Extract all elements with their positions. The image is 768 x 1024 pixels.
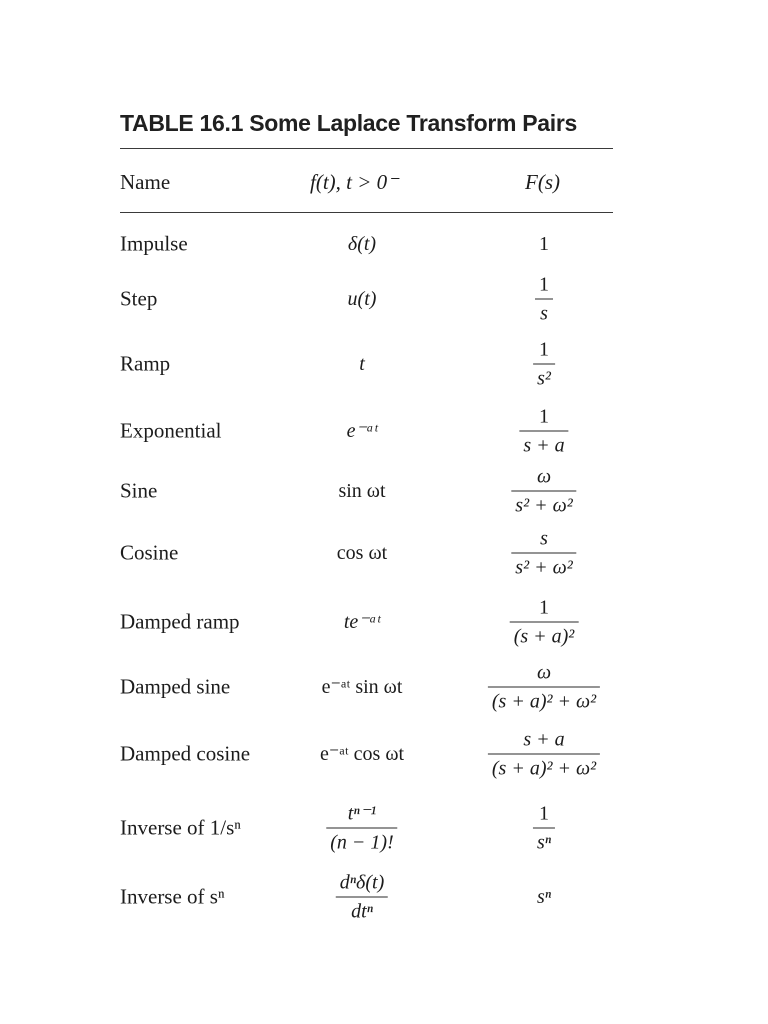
- row-ft: [326, 802, 397, 855]
- fraction: [511, 465, 576, 518]
- row-name: Inverse of sⁿ: [120, 884, 225, 909]
- fraction-denominator: s² + ω²: [515, 556, 573, 579]
- fraction-bar: [488, 754, 600, 755]
- row-name: Exponential: [120, 418, 222, 443]
- row-ft: e⁻ᵃᵗ sin ωt: [321, 676, 403, 698]
- fraction-numerator: 1: [539, 338, 549, 361]
- row-ft: te⁻ᵃᵗ: [343, 611, 381, 633]
- fraction: [533, 338, 555, 391]
- row-ft: t: [359, 353, 365, 375]
- header-name: Name: [120, 170, 171, 194]
- row-name: Damped sine: [120, 674, 231, 699]
- row-Fs: [511, 527, 576, 580]
- fraction-numerator: tⁿ⁻¹: [347, 802, 377, 825]
- fraction: [519, 405, 568, 458]
- row-ft: u(t): [347, 288, 377, 310]
- fraction-bar: [336, 897, 388, 898]
- row-name: Step: [120, 286, 158, 311]
- fraction-numerator: 1: [539, 405, 549, 428]
- fraction-bar: [519, 431, 568, 432]
- fraction-denominator: s: [540, 302, 548, 325]
- fraction: [511, 527, 576, 580]
- row-ft: δ(t): [347, 233, 377, 255]
- row-ft: [336, 871, 388, 924]
- fraction: [533, 802, 555, 855]
- fraction-numerator: 1: [539, 802, 549, 825]
- fraction: [488, 728, 600, 781]
- fraction-bar: [488, 687, 600, 688]
- fraction-bar: [533, 364, 555, 365]
- fraction-denominator: (n − 1)!: [330, 831, 394, 854]
- header-ft: f(t), t > 0⁻: [310, 170, 399, 194]
- row-Fs: [488, 661, 600, 714]
- row-Fs: [510, 596, 579, 649]
- fraction-denominator: s²: [537, 367, 551, 390]
- fraction-numerator: ω: [536, 465, 552, 488]
- fraction-denominator: (s + a)²: [513, 625, 575, 648]
- row-Fs: [519, 405, 568, 458]
- row-name: Cosine: [120, 540, 179, 565]
- row-Fs: 1: [539, 233, 549, 255]
- fraction-denominator: dtⁿ: [351, 900, 373, 923]
- row-Fs: [488, 728, 600, 781]
- header-rule: [120, 212, 613, 213]
- row-name: Damped ramp: [120, 609, 240, 634]
- row-ft: e⁻ᵃᵗ: [346, 420, 378, 442]
- fraction: [336, 871, 388, 924]
- row-name: Damped cosine: [120, 741, 251, 766]
- fraction: [488, 661, 600, 714]
- fraction-bar: [511, 491, 576, 492]
- fraction: [326, 802, 397, 855]
- fraction-bar: [535, 299, 553, 300]
- fraction: [535, 273, 553, 326]
- fraction: [510, 596, 579, 649]
- fraction-numerator: 1: [538, 596, 549, 619]
- fraction-numerator: s + a: [523, 728, 565, 751]
- fraction-bar: [511, 553, 576, 554]
- row-ft: cos ωt: [336, 542, 388, 564]
- fraction-bar: [326, 828, 397, 829]
- row-Fs: [533, 338, 555, 391]
- fraction-numerator: 1: [539, 273, 549, 296]
- fraction-denominator: (s + a)² + ω²: [491, 757, 597, 780]
- row-name: Sine: [120, 478, 158, 503]
- fraction-numerator: s: [540, 527, 548, 550]
- header-Fs: F(s): [525, 170, 560, 194]
- fraction-bar: [510, 622, 579, 623]
- fraction-numerator: dⁿδ(t): [339, 871, 385, 894]
- top-rule: [120, 148, 613, 149]
- row-Fs: [535, 273, 553, 326]
- row-Fs: [533, 802, 555, 855]
- fraction-bar: [533, 828, 555, 829]
- fraction-denominator: sⁿ: [536, 831, 552, 854]
- fraction-denominator: s² + ω²: [515, 494, 573, 517]
- row-Fs: [511, 465, 576, 518]
- row-name: Impulse: [120, 231, 188, 256]
- row-name: Ramp: [120, 351, 171, 376]
- row-ft: sin ωt: [338, 480, 386, 502]
- table-title: TABLE 16.1 Some Laplace Transform Pairs: [120, 110, 577, 136]
- row-name: Inverse of 1/sⁿ: [120, 815, 241, 840]
- row-Fs: sⁿ: [536, 886, 552, 908]
- fraction-denominator: s + a: [523, 434, 565, 457]
- row-ft: e⁻ᵃᵗ cos ωt: [319, 743, 405, 765]
- fraction-numerator: ω: [536, 661, 552, 684]
- fraction-denominator: (s + a)² + ω²: [491, 690, 597, 713]
